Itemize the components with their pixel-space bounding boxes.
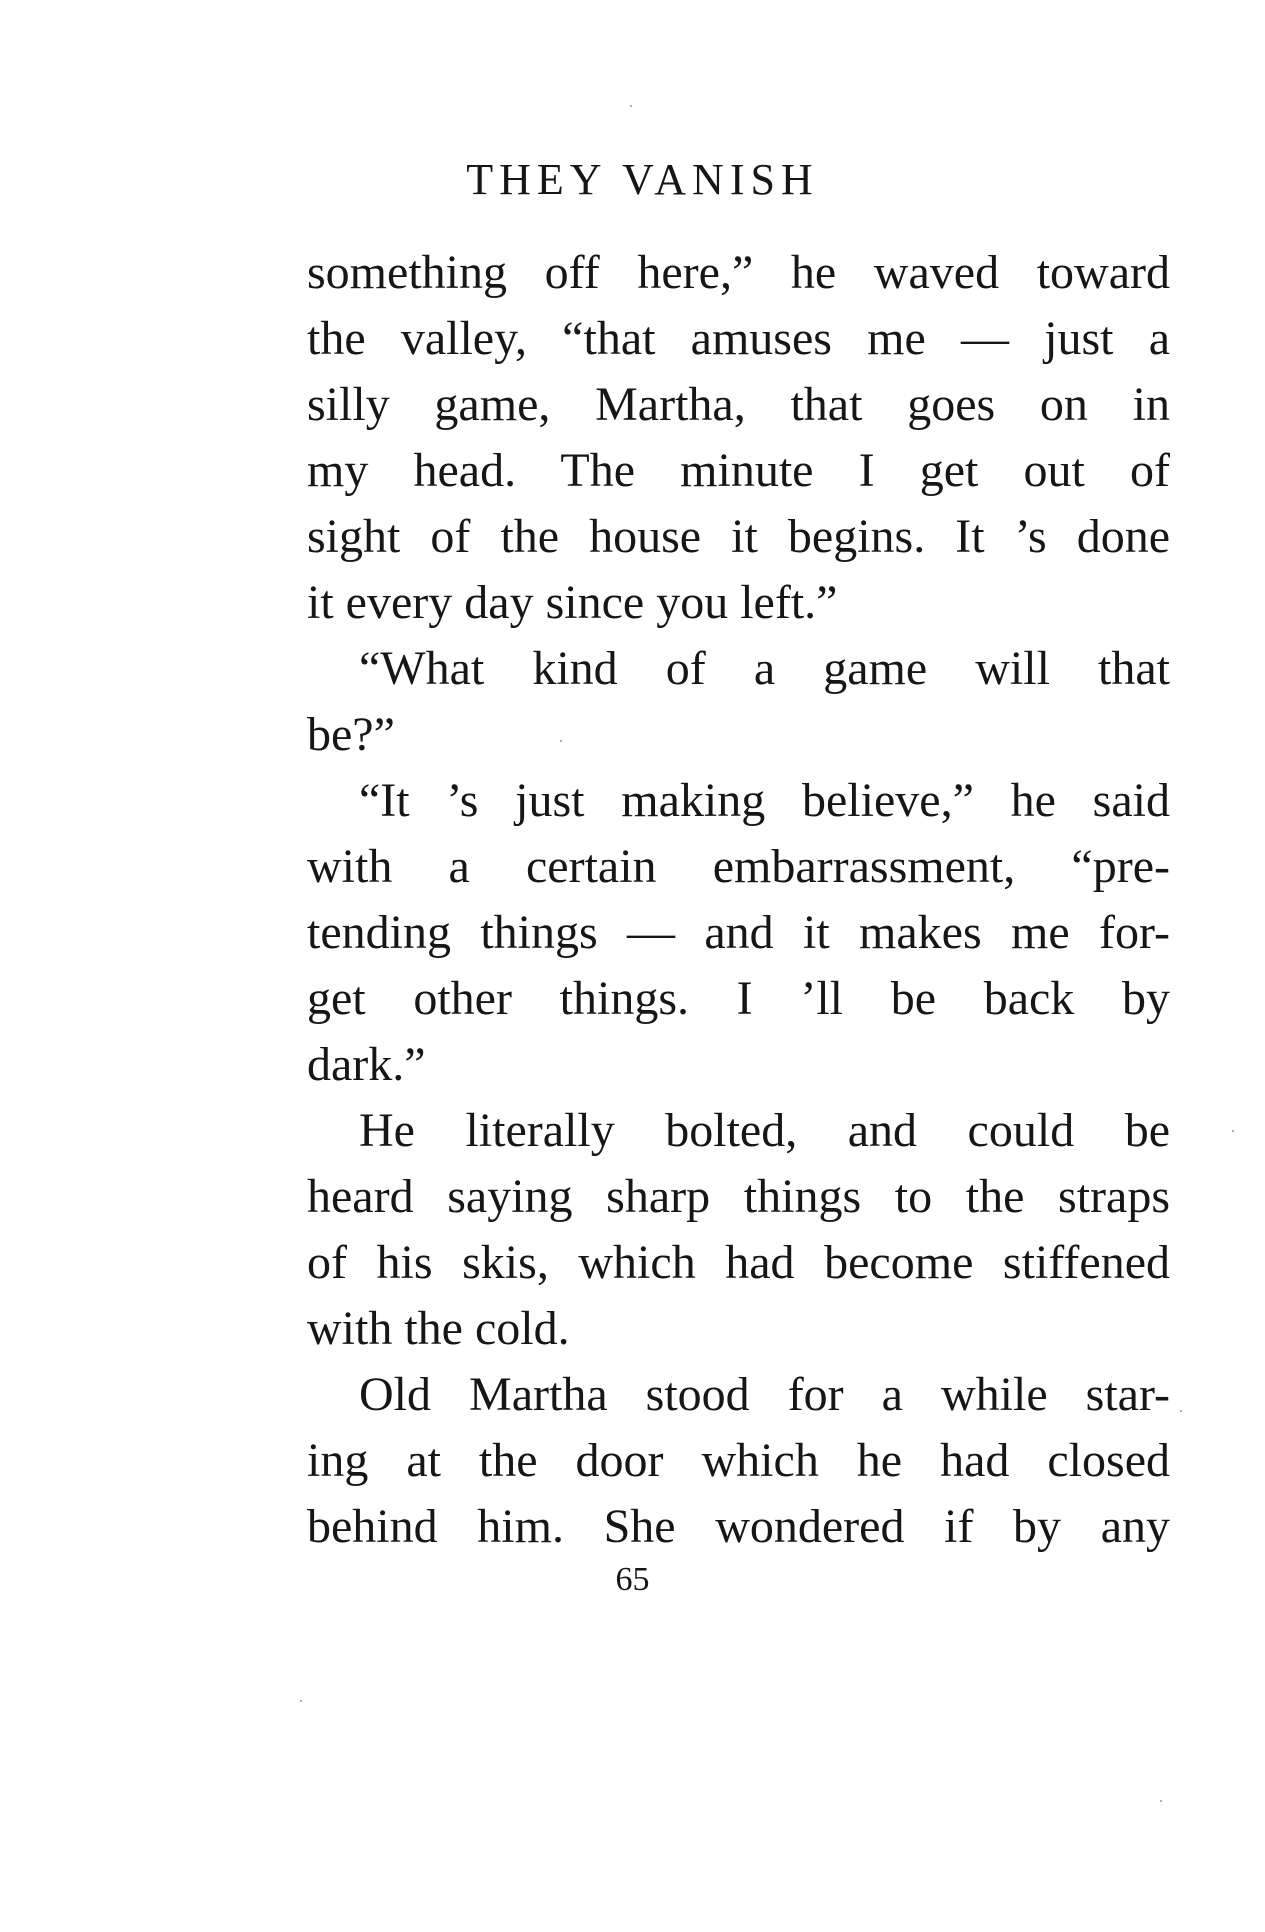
text-line: with the cold. (307, 1302, 570, 1355)
text-line: behind him. She wondered if by any (307, 1500, 1170, 1553)
text-line: of his skis, which had become stiffened (307, 1236, 1170, 1289)
text-line: silly game, Martha, that goes on in (307, 378, 1170, 431)
text-line: He literally bolted, and could be (359, 1104, 1170, 1157)
text-line: Old Martha stood for a while star- (359, 1368, 1170, 1421)
body-text (307, 240, 1170, 1560)
text-line: heard saying sharp things to the straps (307, 1170, 1170, 1223)
text-line: dark.” (307, 1038, 426, 1091)
text-line: with a certain embarrassment, “pre- (307, 840, 1170, 893)
text-line: get other things. I ’ll be back by (307, 972, 1170, 1025)
text-line: the valley, “that amuses me — just a (307, 312, 1170, 365)
text-line: ing at the door which he had closed (307, 1434, 1170, 1487)
scan-speck (560, 740, 562, 742)
page-number: 65 (615, 1561, 650, 1598)
text-line: it every day since you left.” (307, 576, 838, 629)
running-head: THEY VANISH (466, 155, 819, 204)
scan-speck (300, 1700, 302, 1702)
scan-speck (1232, 1130, 1234, 1132)
text-line: something off here,” he waved toward (307, 246, 1170, 299)
scan-speck (630, 105, 632, 107)
text-line: be?” (307, 708, 395, 761)
text-line: sight of the house it begins. It ’s done (307, 510, 1170, 563)
text-line: my head. The minute I get out of (307, 444, 1170, 497)
text-line: “What kind of a game will that (359, 642, 1170, 695)
text-line: tending things — and it makes me for- (307, 906, 1170, 959)
text-line: “It ’s just making believe,” he said (359, 774, 1170, 827)
scan-speck (1160, 1800, 1162, 1802)
scan-speck (1180, 1410, 1182, 1412)
